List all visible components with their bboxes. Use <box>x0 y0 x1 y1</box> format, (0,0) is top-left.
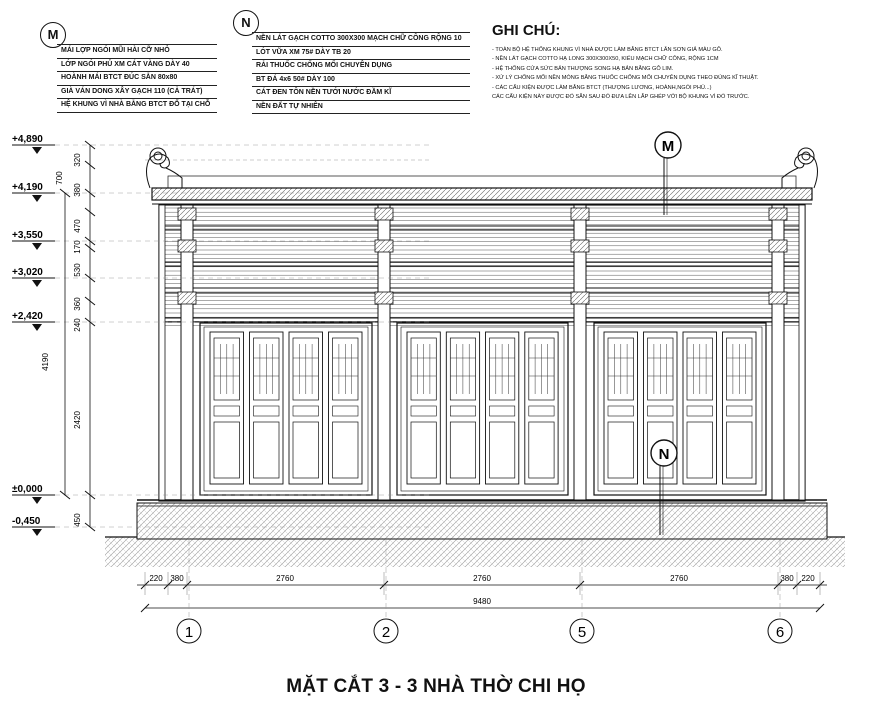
note-line: - XỬ LÝ CHỐNG MỐI NỀN MÓNG BẰNG THUỐC CHỐNG MỐI CHUYÊN DỤNG THEO ĐÚNG KĨ THUẬT. <box>492 75 759 82</box>
dim-label-horizontal: 2760 <box>670 574 688 583</box>
level-label: ±0,000 <box>12 484 43 495</box>
dim-label-horizontal: 220 <box>801 574 815 583</box>
note-line: - TOÀN BỘ HỆ THỐNG KHUNG VÌ NHÀ ĐƯỢC LÀM BẰNG BTCT LĂN SƠN GIẢ MÀU GỖ. <box>492 47 723 53</box>
level-triangle <box>32 324 42 331</box>
legend-n-item: CÁT ĐEN TÔN NỀN TƯỚI NƯỚC ĐẦM KĨ <box>252 87 470 101</box>
level-triangle <box>32 529 42 536</box>
column-capital <box>769 208 787 220</box>
level-triangle <box>32 243 42 250</box>
drawing-caption: MẶT CẮT 3 - 3 NHÀ THỜ CHI HỌ <box>286 676 586 697</box>
door-leaf <box>446 332 479 484</box>
level-triangle <box>32 195 42 202</box>
door-leaf <box>723 332 757 484</box>
axis-label: 5 <box>577 624 587 641</box>
column-capital <box>769 292 787 304</box>
legend-n-item: RẢI THUỐC CHỐNG MỐI CHUYÊN DỤNG <box>252 60 470 74</box>
level-triangle <box>32 497 42 504</box>
horizontal-dimensions <box>137 572 827 612</box>
column-capital <box>375 208 393 220</box>
dim-label-horizontal: 2760 <box>473 574 491 583</box>
door-leaf <box>329 332 363 484</box>
level-label: +4,190 <box>12 182 43 193</box>
dim-label-horizontal: 2760 <box>276 574 294 583</box>
doors <box>200 323 766 495</box>
level-label: +4,890 <box>12 134 43 145</box>
door-leaf <box>289 332 323 484</box>
level-label: +2,420 <box>12 311 43 322</box>
notes-title: GHI CHÚ: <box>492 22 561 39</box>
section-tag-m: M <box>661 138 675 155</box>
door-leaf <box>250 332 284 484</box>
dim-label-vertical: 450 <box>73 513 82 527</box>
note-line: - HỆ THỐNG CỬA SỨC BẢN THƯỢNG SONG HẠ BẢN BẰNG GỖ LIM. <box>492 65 674 72</box>
dim-label-vertical: 380 <box>73 183 82 197</box>
roof-ridge <box>168 176 796 188</box>
column-capital <box>178 292 196 304</box>
door-leaf <box>604 332 638 484</box>
column-capital <box>571 208 589 220</box>
door-bay <box>397 323 568 495</box>
column-capital <box>178 240 196 252</box>
note-line: - CÁC CẤU KIỆN ĐƯỢC LÀM BẰNG BTCT (THƯỢNG LƯƠNG, HOÀNH,NGÓI PHỦ...) <box>492 84 712 91</box>
dim-label-total: 9480 <box>473 597 491 606</box>
legend-m-item: HỆ KHUNG VÌ NHÀ BẰNG BTCT ĐỔ TẠI CHỖ <box>57 99 217 113</box>
dim-label-vertical: 240 <box>73 318 82 332</box>
end-post <box>159 205 165 500</box>
ground-hatch <box>105 537 845 567</box>
note-line: - NỀN LÁT GẠCH COTTO HẠ LONG 300X300X50, KIỂU MẠCH CHỮ CÔNG, RỘNG 1CM <box>492 56 719 63</box>
dim-label-vertical: 530 <box>73 263 82 277</box>
roof-slab <box>152 188 812 200</box>
dim-label-horizontal: 380 <box>170 574 184 583</box>
dim-label-vertical: 700 <box>55 171 64 185</box>
column <box>178 205 196 500</box>
column-capital <box>375 240 393 252</box>
column <box>769 205 787 500</box>
axis-label: 1 <box>184 624 194 641</box>
legend-m-item: HOÀNH MÁI BTCT ĐÚC SẴN 80x80 <box>57 72 217 86</box>
column-capital <box>178 208 196 220</box>
level-triangle <box>32 280 42 287</box>
column <box>375 205 393 500</box>
legend-n-item: LÓT VỮA XM 75# DÀY TB 20 <box>252 47 470 61</box>
legend-n-item: BT ĐÁ 4x6 50# DÀY 100 <box>252 74 470 88</box>
door-leaf <box>407 332 440 484</box>
dim-label-vertical: 470 <box>73 219 82 233</box>
note-line: CÁC CẤU KIỆN NÀY ĐƯỢC ĐỔ SẴN SAU ĐÓ ĐƯA LÊN LẮP GHÉP VỚI BỘ KHUNG VÌ ĐỔ TRƯỚC. <box>492 94 750 101</box>
door-bay <box>200 323 372 495</box>
legend-m-item: GIÀ VÁN DONG XÂY GẠCH 110 (CẢ TRÁT) <box>57 86 217 100</box>
column-capital <box>571 292 589 304</box>
legend-m-item: LỚP NGÓI PHỦ XM CÁT VÀNG DÀY 40 <box>57 59 217 73</box>
door-leaf <box>525 332 558 484</box>
legend-m-tag: M <box>40 22 66 48</box>
door-bay <box>594 323 766 495</box>
beams <box>159 226 805 322</box>
level-label: +3,550 <box>12 230 43 241</box>
axis-label: 2 <box>381 624 391 641</box>
dim-label-vertical: 2420 <box>73 411 82 429</box>
dim-label-vertical: 4190 <box>41 353 50 371</box>
axis-label: 6 <box>775 624 785 641</box>
door-leaf <box>486 332 519 484</box>
level-marker <box>12 134 430 154</box>
door-leaf <box>210 332 244 484</box>
column-capital <box>375 292 393 304</box>
legend-n-item: NỀN LÁT GẠCH COTTO 300X300 MẠCH CHỮ CÔNG RỘNG 10 <box>252 33 470 47</box>
dim-label-horizontal: 220 <box>149 574 163 583</box>
dim-label-vertical: 360 <box>73 297 82 311</box>
level-label: -0,450 <box>12 516 41 527</box>
vertical-dimensions <box>41 141 95 531</box>
level-label: +3,020 <box>12 267 43 278</box>
ornament-right <box>782 148 818 188</box>
legend-m-item: MÁI LỢP NGÓI MŨI HÀI CỠ NHỎ <box>57 45 217 59</box>
legend-n-tag: N <box>233 10 259 36</box>
column-capital <box>769 240 787 252</box>
dim-label-vertical: 320 <box>73 153 82 167</box>
column-capital <box>571 240 589 252</box>
section-tag-n: N <box>658 446 670 463</box>
ornament-left <box>147 148 183 188</box>
end-post <box>799 205 805 500</box>
column <box>571 205 589 500</box>
door-leaf <box>683 332 717 484</box>
level-triangle <box>32 147 42 154</box>
dim-label-vertical: 170 <box>73 240 82 254</box>
foundation-plinth <box>137 503 827 539</box>
dim-label-horizontal: 380 <box>780 574 794 583</box>
legend-n-item: NỀN ĐẤT TỰ NHIÊN <box>252 101 470 115</box>
